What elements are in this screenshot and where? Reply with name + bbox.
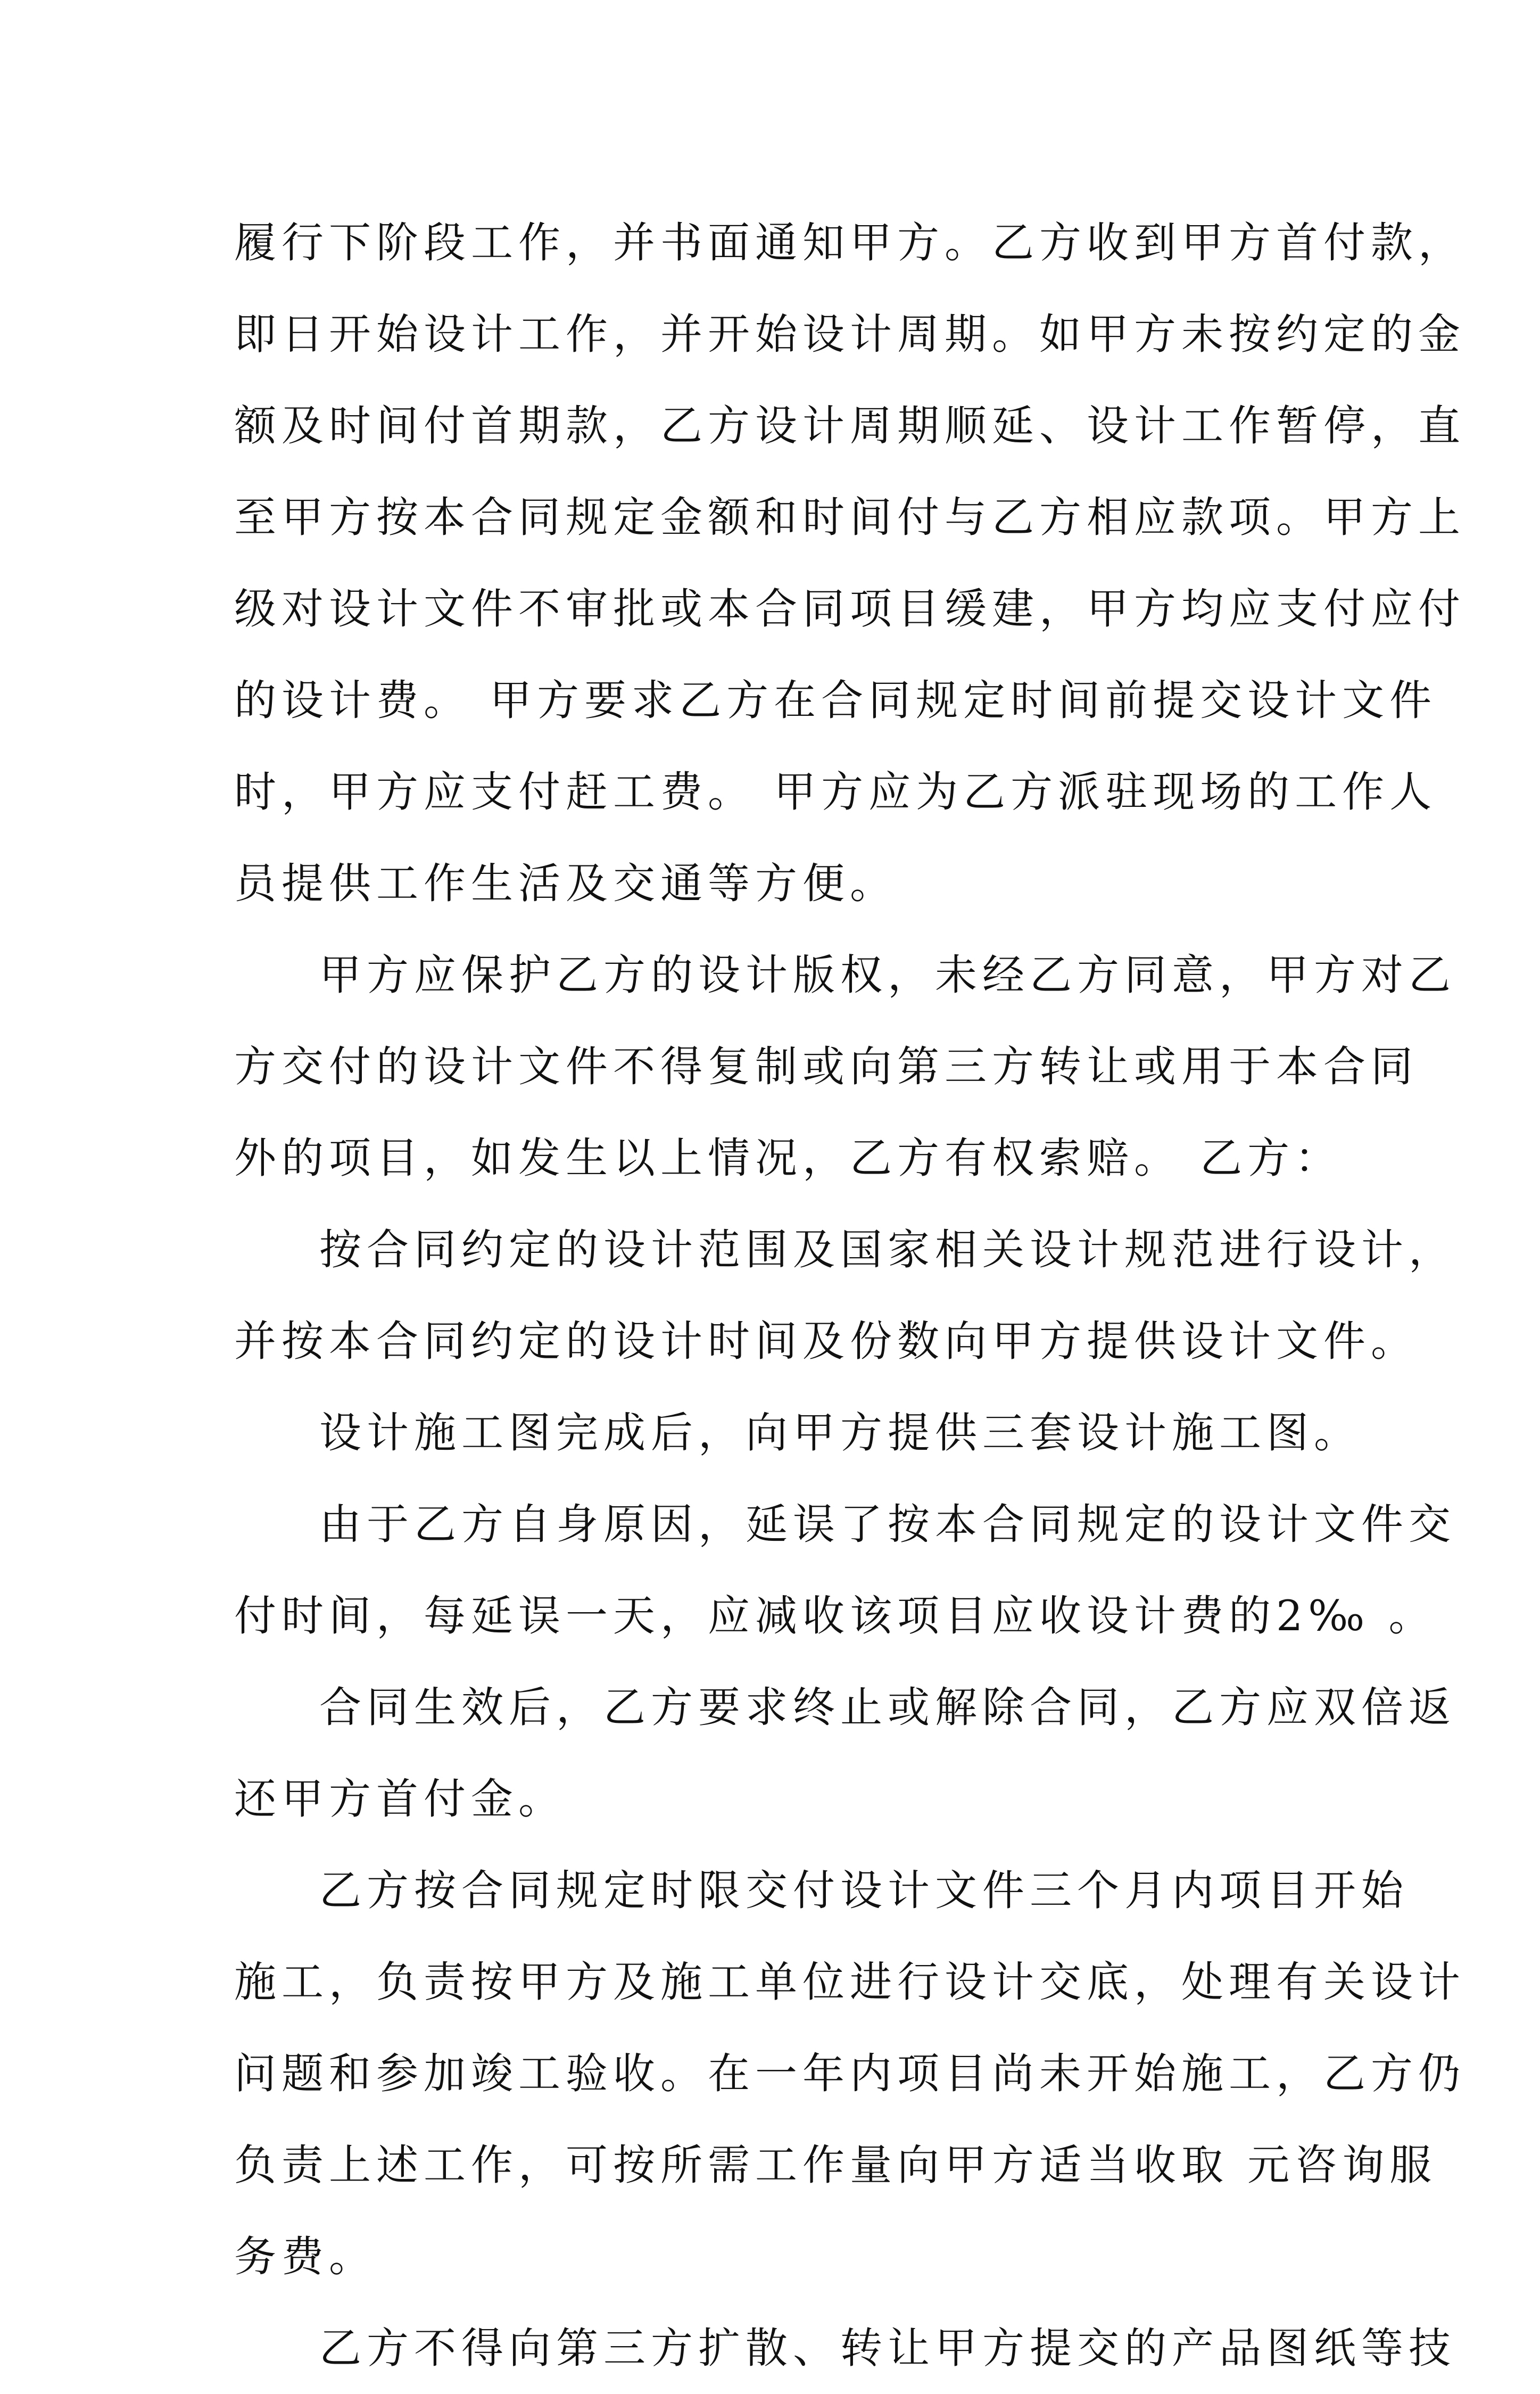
text-line: 务费。 [234, 2232, 376, 2281]
text-line: 至甲方按本合同规定金额和时间付与乙方相应款项。甲方上 [234, 493, 1466, 542]
paragraph [234, 2302, 1456, 2394]
paragraph [234, 197, 1466, 929]
text-line: 额及时间付首期款，乙方设计周期顺延、设计工作暂停，直 [234, 401, 1466, 450]
text-line: 时，甲方应支付赶工费。 甲方应为乙方派驻现场的工作人 [234, 767, 1437, 816]
text-line: 乙方不得向第三方扩散、转让甲方提交的产品图纸等技 [319, 2324, 1456, 2373]
text-line: 外的项目，如发生以上情况，乙方有权索赔。 乙方： [234, 1134, 1343, 1183]
paragraph [234, 1479, 1456, 1662]
text-line: 即日开始设计工作，并开始设计周期。如甲方未按约定的金 [234, 310, 1466, 359]
text-line: 问题和参加竣工验收。在一年内项目尚未开始施工，乙方仍 [234, 2049, 1466, 2098]
text-line: 方交付的设计文件不得复制或向第三方转让或用于本合同 [234, 1042, 1418, 1091]
text-line: 负责上述工作，可按所需工作量向甲方适当收取 元咨询服 [234, 2141, 1437, 2190]
text-line: 乙方按合同规定时限交付设计文件三个月内项目开始 [319, 1866, 1409, 1915]
text-line: 付时间，每延误一天，应减收该项目应收设计费的2‰ 。 [234, 1591, 1436, 1640]
text-line: 甲方应保护乙方的设计版权，未经乙方同意，甲方对乙 [319, 951, 1456, 1000]
text-line: 设计施工图完成后，向甲方提供三套设计施工图。 [319, 1408, 1361, 1457]
text-line: 还甲方首付金。 [234, 1774, 566, 1823]
paragraph [234, 1387, 1361, 1479]
paragraph [234, 1662, 1456, 1845]
text-line: 级对设计文件不审批或本合同项目缓建，甲方均应支付应付 [234, 584, 1466, 633]
text-line: 员提供工作生活及交通等方便。 [234, 859, 897, 908]
paragraph [234, 1204, 1456, 1387]
text-line: 施工，负责按甲方及施工单位进行设计交底，处理有关设计 [234, 1958, 1466, 2007]
text-line: 按合同约定的设计范围及国家相关设计规范进行设计， [319, 1225, 1456, 1274]
text-line: 并按本合同约定的设计时间及份数向甲方提供设计文件。 [234, 1317, 1418, 1366]
document-body [234, 197, 1466, 2394]
text-line: 合同生效后，乙方要求终止或解除合同，乙方应双倍返 [319, 1683, 1456, 1732]
text-line: 的设计费。 甲方要求乙方在合同规定时间前提交设计文件 [234, 676, 1437, 725]
text-line: 由于乙方自身原因，延误了按本合同规定的设计文件交 [319, 1500, 1456, 1549]
text-line: 履行下阶段工作，并书面通知甲方。乙方收到甲方首付款， [234, 218, 1466, 267]
paragraph [234, 929, 1456, 1204]
paragraph [234, 1845, 1466, 2302]
